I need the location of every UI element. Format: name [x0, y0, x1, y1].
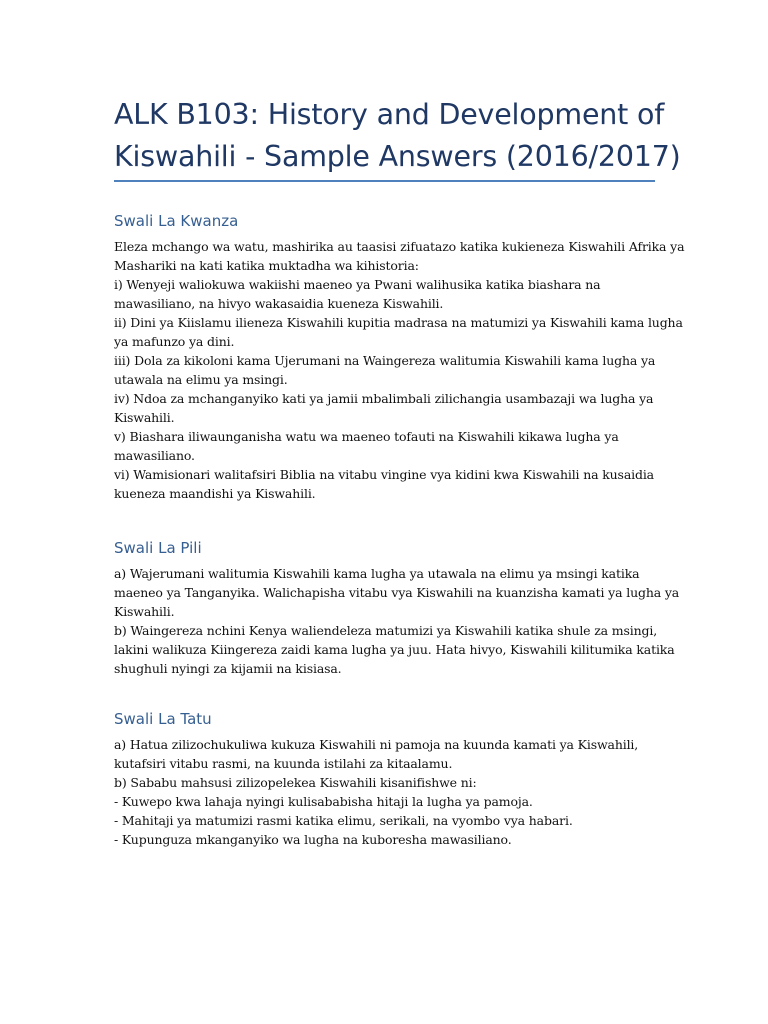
document-title-line: Kiswahili - Sample Answers (2016/2017) — [114, 140, 681, 173]
text-line: maeneo ya Tanganyika. Walichapisha vitabu vya Kiswahili na kuanzisha kamati ya lugha ya — [114, 585, 680, 600]
text-line: kutafsiri vitabu rasmi, na kuunda istilahi za kitaalamu. — [114, 756, 453, 771]
text-line: Eleza mchango wa watu, mashirika au taasisi zifuatazo katika kukieneza Kiswahili Afrika ya — [114, 239, 685, 254]
text-line: Kiswahili. — [114, 410, 175, 425]
section-body — [114, 735, 674, 849]
section-heading: Swali La Pili — [114, 539, 202, 557]
section-heading: Swali La Kwanza — [114, 212, 239, 230]
text-line: mawasiliano, na hivyo wakasaidia kueneza Kiswahili. — [114, 296, 444, 311]
text-line: - Kupunguza mkanganyiko wa lugha na kuboresha mawasiliano. — [114, 832, 512, 847]
text-line: - Kuwepo kwa lahaja nyingi kulisababisha hitaji la lugha ya pamoja. — [114, 794, 533, 809]
document-title-line: ALK B103: History and Development of — [114, 98, 665, 131]
text-line: kueneza maandishi ya Kiswahili. — [114, 486, 316, 501]
text-line: ya mafunzo ya dini. — [114, 334, 235, 349]
text-line: Mashariki na kati katika muktadha wa kihistoria: — [114, 258, 419, 273]
text-line: b) Waingereza nchini Kenya waliendeleza matumizi ya Kiswahili katika shule za msingi, — [114, 623, 658, 638]
document-title — [114, 94, 681, 178]
text-line: vi) Wamisionari walitafsiri Biblia na vitabu vingine vya kidini kwa Kiswahili na kusaidia — [114, 467, 654, 482]
text-line: - Mahitaji ya matumizi rasmi katika elimu, serikali, na vyombo vya habari. — [114, 813, 573, 828]
text-line: v) Biashara iliwaunganisha watu wa maeneo tofauti na Kiswahili kikawa lugha ya — [114, 429, 619, 444]
text-line: Kiswahili. — [114, 604, 175, 619]
text-line: ii) Dini ya Kiislamu ilieneza Kiswahili kupitia madrasa na matumizi ya Kiswahili kama lugha — [114, 315, 683, 330]
section-swali-la-kwanza — [114, 210, 685, 503]
section-heading: Swali La Tatu — [114, 710, 212, 728]
section-body — [114, 237, 685, 503]
title-divider — [114, 180, 655, 182]
text-line: iii) Dola za kikoloni kama Ujerumani na Waingereza walitumia Kiswahili kama lugha ya — [114, 353, 656, 368]
text-line: lakini walikuza Kiingereza zaidi kama lugha ya juu. Hata hivyo, Kiswahili kilitumika katika — [114, 642, 675, 657]
text-line: mawasiliano. — [114, 448, 195, 463]
text-line: i) Wenyeji waliokuwa wakiishi maeneo ya Pwani walihusika katika biashara na — [114, 277, 601, 292]
section-swali-la-tatu — [114, 708, 674, 849]
text-line: a) Hatua zilizochukuliwa kukuza Kiswahili ni pamoja na kuunda kamati ya Kiswahili, — [114, 737, 639, 752]
text-line: b) Sababu mahsusi zilizopelekea Kiswahili kisanifishwe ni: — [114, 775, 477, 790]
text-line: utawala na elimu ya msingi. — [114, 372, 288, 387]
text-line: shughuli nyingi za kijamii na kisiasa. — [114, 661, 342, 676]
section-body — [114, 564, 680, 678]
text-line: a) Wajerumani walitumia Kiswahili kama lugha ya utawala na elimu ya msingi katika — [114, 566, 640, 581]
text-line: iv) Ndoa za mchanganyiko kati ya jamii mbalimbali zilichangia usambazaji wa lugha ya — [114, 391, 654, 406]
section-swali-la-pili — [114, 537, 680, 678]
